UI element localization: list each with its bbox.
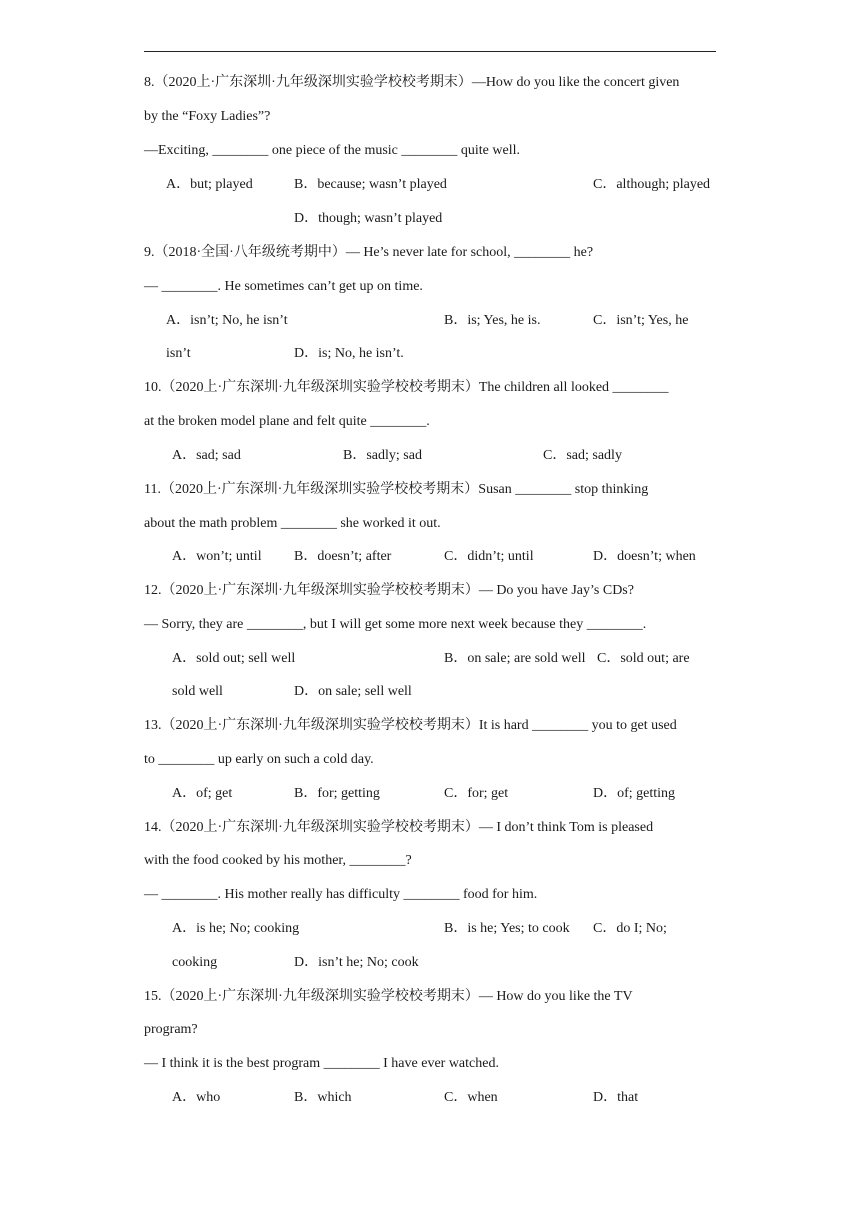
answer-option: B．because; wasn’t played [294,177,447,192]
text-line: 9.（2018·全国·八年级统考期中）— He’s never late for school, ________ he? [144,245,594,260]
answer-option: D．of; getting [593,786,676,801]
answer-option: C．isn’t; Yes, he [593,313,689,328]
answer-option: C．didn’t; until [444,549,534,564]
answer-option: D．isn’t he; No; cook [294,955,419,970]
text-line: at the broken model plane and felt quite ________. [144,414,430,429]
text-line: by the “Foxy Ladies”? [144,109,271,124]
answer-option: A．is he; No; cooking [172,921,300,936]
answer-option: A．sold out; sell well [172,651,296,666]
answer-option: D．on sale; sell well [294,684,412,699]
answer-option: sold well [172,684,223,699]
answer-option: A．who [172,1090,221,1105]
answer-option: B．sadly; sad [343,448,422,463]
text-line: 14.（2020上·广东深圳·九年级深圳实验学校校考期末）— I don’t think Tom is pleased [144,820,654,835]
answer-option: C．sad; sadly [543,448,622,463]
text-line: 12.（2020上·广东深圳·九年级深圳实验学校校考期末）— Do you have Jay’s CDs? [144,583,634,598]
answer-option: C．do I; No; [593,921,667,936]
answer-option: D．that [593,1090,639,1105]
text-line: — ________. His mother really has difficulty ________ food for him. [144,887,538,902]
answer-option: D．is; No, he isn’t. [294,346,404,361]
answer-option: A．but; played [166,177,253,192]
answer-option: A．sad; sad [172,448,241,463]
answer-option: B．on sale; are sold well [444,651,586,666]
answer-option: isn’t [166,346,191,361]
text-line: —Exciting, ________ one piece of the music ________ quite well. [144,143,520,158]
text-line: with the food cooked by his mother, ________? [144,853,412,868]
text-line: — I think it is the best program ________ I have ever watched. [144,1056,499,1071]
text-line: 11.（2020上·广东深圳·九年级深圳实验学校校考期末）Susan ________ stop thinking [144,482,649,497]
answer-option: B．doesn’t; after [294,549,392,564]
answer-option: B．which [294,1090,352,1105]
answer-option: C．although; played [593,177,711,192]
text-line: about the math problem ________ she worked it out. [144,516,441,531]
text-line: 13.（2020上·广东深圳·九年级深圳实验学校校考期末）It is hard ________ you to get used [144,718,677,733]
answer-option: A．won’t; until [172,549,262,564]
answer-option: cooking [172,955,218,970]
answer-option: D．doesn’t; when [593,549,696,564]
answer-option: C．when [444,1090,498,1105]
answer-option: A．isn’t; No, he isn’t [166,313,288,328]
text-line: — ________. He sometimes can’t get up on time. [144,279,423,294]
answer-option: B．is; Yes, he is. [444,313,541,328]
answer-option: B．is he; Yes; to cook [444,921,570,936]
text-line: — Sorry, they are ________, but I will get some more next week because they ________. [144,617,647,632]
text-line: program? [144,1022,198,1037]
answer-option: D．though; wasn’t played [294,211,443,226]
answer-option: A．of; get [172,786,233,801]
header-rule [144,51,716,52]
text-line: 15.（2020上·广东深圳·九年级深圳实验学校校考期末）— How do you like the TV [144,989,633,1004]
answer-option: C．sold out; are [597,651,690,666]
answer-option: C．for; get [444,786,509,801]
text-line: to ________ up early on such a cold day. [144,752,374,767]
answer-option: B．for; getting [294,786,380,801]
text-line: 8.（2020上·广东深圳·九年级深圳实验学校校考期末）—How do you like the concert given [144,75,680,90]
text-line: 10.（2020上·广东深圳·九年级深圳实验学校校考期末）The children all looked ________ [144,380,669,395]
